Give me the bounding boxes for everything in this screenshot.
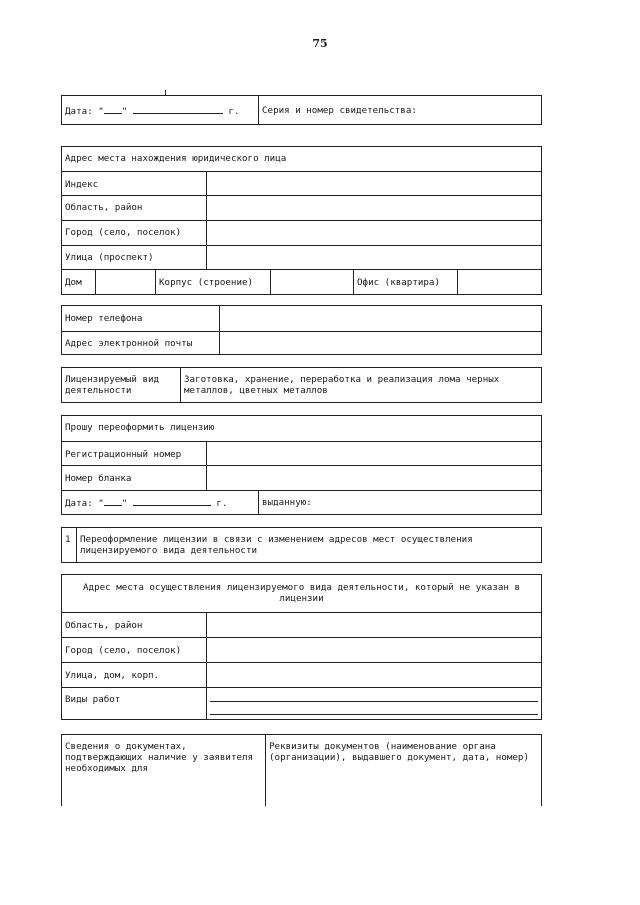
building-field[interactable] (270, 270, 353, 294)
date-quote-close: " (121, 106, 128, 117)
new-address-title: Адрес места осуществления лицензируемого вида деятельности, который не указан в лицензии (83, 582, 520, 604)
date-day-blank[interactable] (104, 105, 122, 114)
certificate-cell[interactable] (258, 95, 541, 124)
date-certificate-block (61, 95, 542, 125)
street-field[interactable] (206, 246, 541, 269)
date-quote-open: " (98, 106, 104, 117)
reissue-title: Прошу переоформить лицензию (65, 422, 215, 433)
office-field[interactable] (457, 270, 541, 294)
form-number-label: Номер бланка (65, 473, 132, 484)
region-label: Область, район (65, 202, 143, 213)
works-underline-1 (210, 701, 538, 702)
date-year-suffix: г. (228, 106, 240, 117)
date-cell[interactable] (62, 95, 258, 124)
new-region-label: Область, район (65, 620, 143, 631)
reissue-date-label: Дата: (65, 498, 93, 509)
date-month-blank[interactable] (133, 105, 223, 114)
activity-value: Заготовка, хранение, переработка и реализация лома черных металлов, цветных металлов (180, 368, 541, 402)
legal-address-title: Адрес места нахождения юридического лица (65, 153, 287, 164)
new-region-field[interactable] (206, 613, 541, 637)
reissue-day-blank[interactable] (104, 497, 122, 506)
legal-address-block (61, 146, 542, 295)
works-field[interactable] (206, 688, 541, 719)
phone-field[interactable] (219, 306, 541, 331)
page-number: 75 (312, 37, 328, 50)
new-city-field[interactable] (206, 638, 541, 662)
issued-cell[interactable] (258, 491, 541, 514)
new-address-block (61, 574, 542, 720)
new-street-label: Улица, дом, корп. (65, 670, 160, 681)
region-field[interactable] (206, 196, 541, 220)
reason-block (61, 527, 542, 563)
email-field[interactable] (219, 332, 541, 354)
city-label: Город (село, поселок) (65, 227, 182, 238)
house-label: Дом (65, 277, 82, 288)
email-label: Адрес электронной почты (65, 338, 193, 349)
contacts-block (61, 305, 542, 355)
reg-number-field[interactable] (206, 442, 541, 465)
index-label: Индекс (65, 179, 99, 190)
office-label: Офис (квартира) (353, 270, 457, 294)
form-number-field[interactable] (206, 466, 541, 490)
new-street-field[interactable] (206, 663, 541, 687)
activity-block (61, 367, 542, 403)
documents-right-text: Реквизиты документов (наименование органа (организации), выдавшего документ, дата, номер) (265, 735, 541, 806)
issued-label: выданную: (262, 497, 312, 508)
works-underline-2 (210, 714, 538, 715)
building-label: Корпус (строение) (155, 270, 270, 294)
reg-number-label: Регистрационный номер (65, 449, 182, 460)
new-city-label: Город (село, поселок) (65, 645, 182, 656)
city-field[interactable] (206, 221, 541, 245)
reissue-year-suffix: г. (216, 498, 228, 509)
documents-left-text: Сведения о документах, подтверждающих наличие у заявителя необходимых для (65, 741, 254, 774)
documents-block (61, 734, 542, 806)
certificate-label: Серия и номер свидетельства: (262, 105, 417, 116)
index-field[interactable] (206, 172, 541, 195)
works-label: Виды работ (65, 694, 121, 705)
date-label: Дата: (65, 106, 93, 117)
reason-number[interactable]: 1 (65, 534, 71, 545)
reissue-quote-close: " (121, 498, 128, 509)
reissue-quote-open: " (98, 498, 104, 509)
activity-label: Лицензируемый вид деятельности (65, 374, 160, 396)
reissue-date-cell[interactable] (62, 491, 258, 514)
reissue-block (61, 415, 542, 515)
house-field[interactable] (95, 270, 155, 294)
reason-text: Переоформление лицензии в связи с изменением адресов мест осуществления лицензируемого вида деятельности (76, 528, 541, 562)
street-label: Улица (проспект) (65, 252, 154, 263)
phone-label: Номер телефона (65, 313, 143, 324)
reissue-month-blank[interactable] (133, 497, 211, 506)
